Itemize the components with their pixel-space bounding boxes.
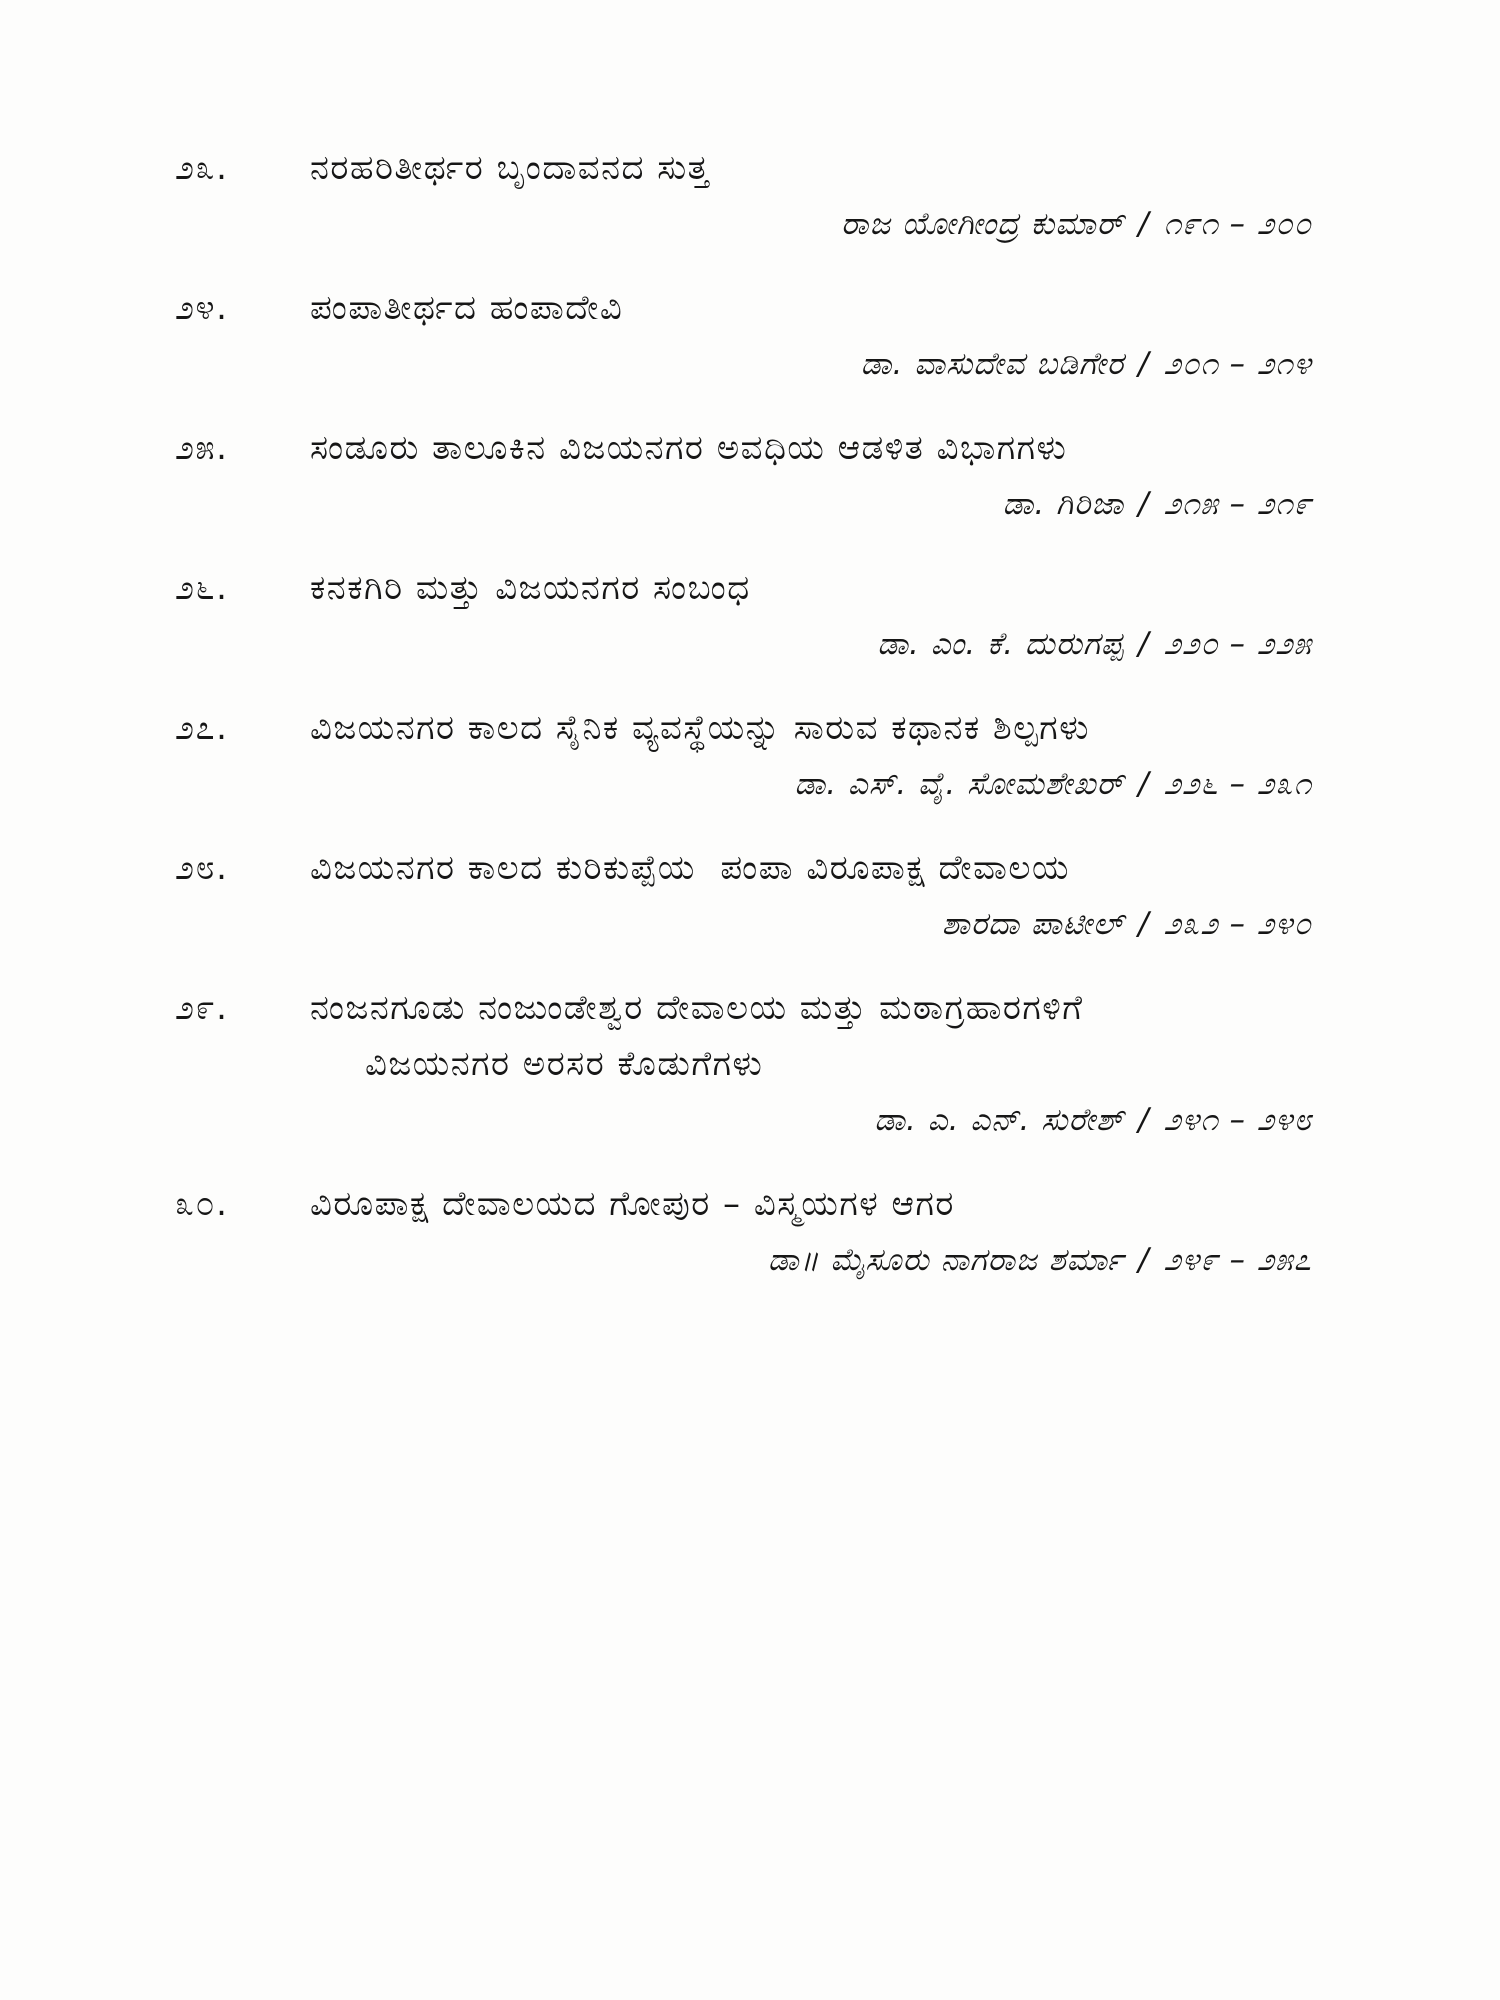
separator: /: [1138, 906, 1150, 942]
toc-title-row: [175, 700, 1312, 756]
page-range: ೨೨೦ – ೨೨೫: [1163, 626, 1312, 662]
author-line: [175, 476, 1312, 532]
entry-number: ೨೫.: [175, 428, 229, 468]
separator: /: [1138, 766, 1150, 802]
entry-title: ಸಂಡೂರು ತಾಲೂಕಿನ ವಿಜಯನಗರ ಅವಧಿಯ ಆಡಳಿತ ವಿಭಾಗಗಳು: [310, 428, 1068, 468]
page-range: ೨೪೯ – ೨೫೭: [1163, 1242, 1312, 1278]
entry-title: ನಂಜನಗೂಡು ನಂಜುಂಡೇಶ್ವರ ದೇವಾಲಯ ಮತ್ತು ಮಠಾಗ್ರಹಾರಗಳಿಗೆ: [310, 988, 1084, 1028]
entry-author: ಡಾ. ಎ. ಎನ್. ಸುರೇಶ್: [874, 1102, 1125, 1138]
author-line: [175, 1092, 1312, 1148]
author-line: [175, 196, 1312, 252]
toc-title-row: [175, 140, 1312, 196]
author-line: [175, 896, 1312, 952]
entry-title: ನರಹರಿತೀರ್ಥರ ಬೃಂದಾವನದ ಸುತ್ತ: [310, 148, 711, 188]
page-range: ೨೪೧ – ೨೪೮: [1163, 1102, 1312, 1138]
toc-title-row: [175, 560, 1312, 616]
table-of-contents: [175, 140, 1312, 1316]
toc-entry: [175, 420, 1312, 532]
entry-author: ಶಾರದಾ ಪಾಟೀಲ್: [941, 906, 1125, 942]
entry-number: ೨೯.: [175, 988, 229, 1028]
toc-entry: [175, 840, 1312, 952]
separator: /: [1138, 486, 1150, 522]
separator: /: [1138, 346, 1150, 382]
entry-number: ೨೬.: [175, 568, 229, 608]
entry-author: ಡಾ॥ ಮೈಸೂರು ನಾಗರಾಜ ಶರ್ಮಾ: [767, 1242, 1125, 1278]
entry-author: ಡಾ. ವಾಸುದೇವ ಬಡಿಗೇರ: [860, 346, 1125, 382]
entry-number: ೩೦.: [175, 1184, 229, 1224]
separator: /: [1138, 1102, 1150, 1138]
toc-entry: [175, 1176, 1312, 1288]
entry-author: ಡಾ. ಎಸ್. ವೈ. ಸೋಮಶೇಖರ್: [794, 766, 1125, 802]
entry-author: ಡಾ. ಗಿರಿಜಾ: [1002, 486, 1125, 522]
page-range: ೨೩೨ – ೨೪೦: [1163, 906, 1312, 942]
toc-entry: [175, 980, 1312, 1148]
toc-entry: [175, 700, 1312, 812]
page-range: ೨೦೧ – ೨೧೪: [1163, 346, 1312, 382]
separator: /: [1138, 206, 1150, 242]
entry-author: ರಾಜ ಯೋಗೀಂದ್ರ ಕುಮಾರ್: [841, 206, 1125, 242]
entry-number: ೨೮.: [175, 848, 229, 888]
author-line: [175, 616, 1312, 672]
entry-title: ವಿರೂಪಾಕ್ಷ ದೇವಾಲಯದ ಗೋಪುರ – ವಿಸ್ಮಯಗಳ ಆಗರ: [310, 1184, 955, 1224]
page-range: ೨೧೫ – ೨೧೯: [1163, 486, 1312, 522]
toc-entry: [175, 140, 1312, 252]
entry-title: ವಿಜಯನಗರ ಕಾಲದ ಸೈನಿಕ ವ್ಯವಸ್ಥೆಯನ್ನು ಸಾರುವ ಕಥಾನಕ ಶಿಲ್ಪಗಳು: [310, 708, 1090, 748]
page-range: ೨೨೬ – ೨೩೧: [1163, 766, 1312, 802]
entry-number: ೨೭.: [175, 708, 229, 748]
author-line: [175, 756, 1312, 812]
toc-entry: [175, 280, 1312, 392]
entry-number: ೨೪.: [175, 288, 229, 328]
toc-entry: [175, 560, 1312, 672]
page-range: ೧೯೧ – ೨೦೦: [1163, 206, 1312, 242]
author-line: [175, 1232, 1312, 1288]
toc-title-row: [175, 980, 1312, 1036]
entry-title: ಪಂಪಾತೀರ್ಥದ ಹಂಪಾದೇವಿ: [310, 288, 624, 328]
author-line: [175, 336, 1312, 392]
entry-title: ವಿಜಯನಗರ ಕಾಲದ ಕುರಿಕುಪ್ಪೆಯ ಪಂಪಾ ವಿರೂಪಾಕ್ಷ ದೇವಾಲಯ: [310, 848, 1070, 888]
entry-title-continued: ವಿಜಯನಗರ ಅರಸರ ಕೊಡುಗೆಗಳು: [365, 1044, 764, 1084]
toc-title-row: [175, 420, 1312, 476]
entry-author: ಡಾ. ಎಂ. ಕೆ. ದುರುಗಪ್ಪ: [877, 626, 1125, 662]
toc-title-row: [175, 840, 1312, 896]
entry-title: ಕನಕಗಿರಿ ಮತ್ತು ವಿಜಯನಗರ ಸಂಬಂಧ: [310, 568, 751, 608]
entry-number: ೨೩.: [175, 148, 229, 188]
separator: /: [1138, 1242, 1150, 1278]
separator: /: [1138, 626, 1150, 662]
toc-title-row: [175, 280, 1312, 336]
toc-title-row: [175, 1176, 1312, 1232]
